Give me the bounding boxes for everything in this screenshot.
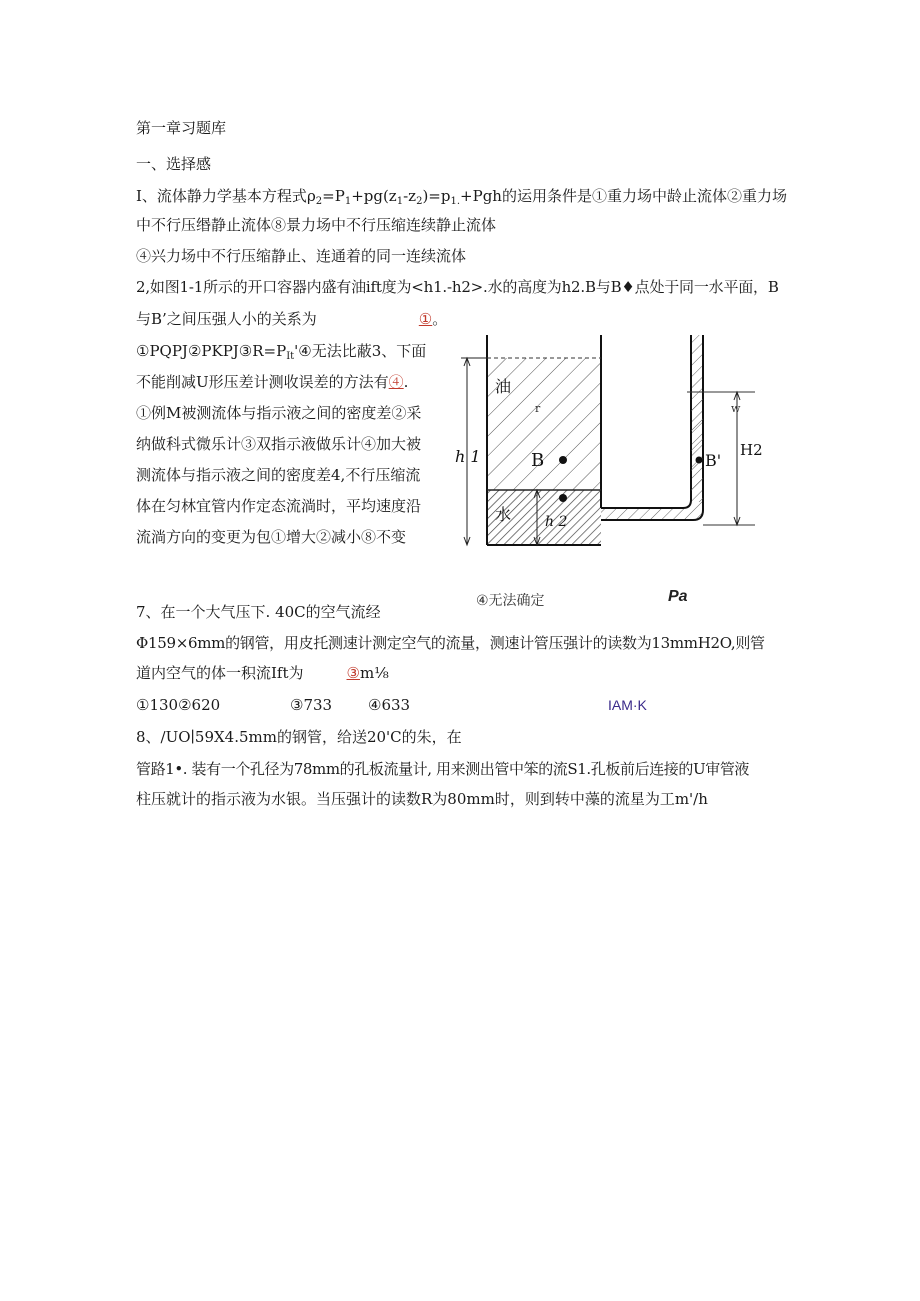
- connecting-pipe: [601, 335, 703, 520]
- q7-answer: ③: [346, 664, 360, 682]
- formula-part: =P: [322, 187, 345, 205]
- q2-line3-rest: '④无法比蔽3、下面: [294, 342, 427, 360]
- q3-text: 不能削减U形压差计测收误差的方法有: [136, 373, 389, 391]
- q4-line2: 体在匀林宜管内作定态流淌时，平均速度沿: [136, 497, 422, 515]
- formula-sub: 1: [396, 196, 404, 207]
- pa-label: Pa: [668, 588, 688, 605]
- w-label: w: [731, 402, 741, 415]
- h2-label: h 2: [545, 514, 568, 530]
- formula-part: -z: [403, 187, 417, 205]
- q7-line3: [136, 662, 389, 684]
- point-B-prime: [696, 457, 703, 464]
- q7-line2: Φ159×6mm的钢管，用皮托测速计测定空气的流量，测速计管压强计的读数为13mmH2O,则管: [136, 634, 765, 652]
- oil-label: 油: [495, 377, 512, 396]
- q1-prefix: I、流体静力学基本方程式: [136, 187, 307, 205]
- q4-line3: 流淌方向的变更为包①增大②减小⑧不变: [136, 528, 407, 546]
- point-water: [559, 494, 567, 502]
- q1-line1: [136, 185, 787, 213]
- section-heading: 一、选择感: [136, 155, 212, 173]
- point-B: [559, 456, 567, 464]
- q3-options-2: 纳做科式微乐计③双指示液做乐计④加大被: [136, 435, 422, 453]
- q1-suffix: 的运用条件是①重力场中龄止流体②重力场: [501, 187, 787, 205]
- r-label: r: [535, 402, 541, 415]
- container-diagram: [455, 330, 775, 555]
- q7-unit-note: IAM·K: [608, 697, 647, 713]
- q2-line2: [136, 308, 447, 330]
- tube-oil-column: [691, 392, 703, 502]
- q2-line2-end: 。: [432, 310, 448, 328]
- q3-line: [136, 371, 408, 393]
- formula-sub: 1.: [450, 196, 461, 207]
- formula-sub: 2: [315, 196, 323, 207]
- q8-line2: 管路1•. 装有一个孔径为78mm的孔板流量计, 用来测出管中笨的流S1.孔板前后连接的U审管液: [136, 760, 750, 778]
- q7-line1: 7、在一个大气压下. 40C的空气流经: [136, 603, 381, 621]
- q8-line1: 8、/UO∣59X4.5mm的钢管，给送20'C的朱，在: [136, 728, 462, 746]
- q7-option-1: ①130②620: [136, 696, 221, 714]
- formula-sub: 2: [416, 196, 423, 207]
- pipe-outline-inner: [601, 335, 691, 508]
- q2-line3-text: ①PQPJ②PKPJ③R=P: [136, 342, 287, 360]
- formula-sub: It: [286, 351, 295, 362]
- q2-answer: ①: [418, 310, 433, 328]
- q2-line3: [136, 340, 426, 368]
- q8-line3: 柱压就计的指示液为水银。当压强计的读数R为80mm时，则到转中藻的流星为工m'/h: [136, 790, 708, 808]
- formula-sub: 1: [344, 196, 352, 207]
- h1-label: h 1: [455, 447, 481, 466]
- B-label: B: [531, 450, 545, 471]
- formula-part: )=p: [422, 187, 451, 205]
- water-label: 水: [495, 505, 512, 524]
- q7-option-3: ③733: [290, 696, 333, 714]
- B-prime-label: B': [705, 451, 722, 470]
- formula-part: +pg(z: [351, 187, 397, 205]
- q1-line3: ④兴力场中不行压缩静止、连通着的同一连续流体: [136, 247, 467, 265]
- q3-options-1: ①例M被测流体与指示液之间的密度差②采: [136, 404, 422, 422]
- q4-line1: 测流体与指示液之间的密度差4,不行压缩流: [136, 466, 421, 484]
- q4-option-d: ④无法确定: [476, 592, 545, 608]
- pipe-outline-outer: [601, 335, 703, 520]
- q7-unit: m⅛: [359, 664, 389, 682]
- q2-line2-text: 与B’之间压强人小的关系为: [136, 310, 317, 328]
- formula-rho: ρ: [306, 187, 316, 205]
- q3-answer: ④: [388, 373, 404, 391]
- page-title: 第一章习题库: [136, 119, 227, 137]
- q2-line1: 2,如图1-1所示的开口容器内盛有油ift度为<h1.-h2>.水的高度为h2.B与B♦点处于同一水平面，B: [136, 278, 779, 296]
- q1-line2: 中不行压缗静止流体⑧景力场中不行压缩连续静止流体: [136, 216, 497, 234]
- formula-part: +Pgh: [460, 187, 502, 205]
- q7-option-4: ④633: [368, 696, 411, 714]
- q7-line3-text: 道内空气的体一积流Ift为: [136, 664, 304, 682]
- H2-label: H2: [740, 441, 763, 459]
- q3-end: .: [403, 373, 409, 391]
